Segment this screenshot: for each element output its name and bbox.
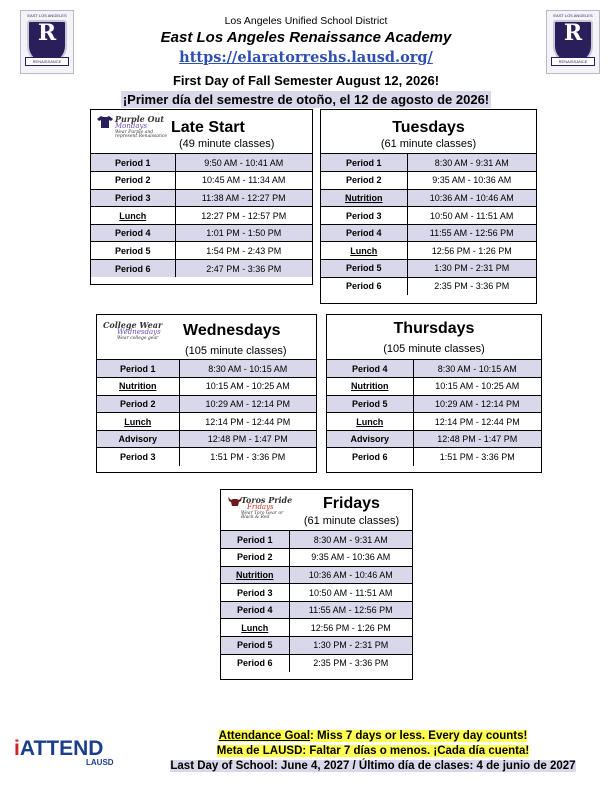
fridays-schedule — [220, 489, 413, 680]
logo-line2: Fridays — [247, 503, 274, 512]
table-row — [91, 224, 312, 242]
table-row — [97, 448, 316, 466]
period-label: Period 3 — [97, 448, 179, 466]
crest-letter: R — [37, 20, 57, 46]
period-label: Period 4 — [327, 360, 413, 378]
period-time: 12:14 PM - 12:44 PM — [179, 413, 316, 431]
logo-line3: Wear college gear — [117, 335, 159, 341]
goal-label: Attendance Goal — [218, 730, 311, 742]
period-label: Lunch — [221, 619, 289, 637]
period-label: Period 4 — [321, 224, 407, 242]
period-label: Period 2 — [97, 395, 179, 413]
period-time: 1:30 PM - 2:31 PM — [289, 637, 412, 655]
schedule-header — [91, 110, 312, 154]
toros-pride-fridays-logo — [241, 496, 292, 521]
schedule-title: Thursdays — [393, 320, 475, 337]
logo-line2: Wednesdays — [117, 328, 161, 337]
period-time: 10:45 AM - 11:34 AM — [175, 172, 312, 190]
period-label: Period 1 — [321, 154, 407, 172]
crest-top-text: EAST LOS ANGELES — [27, 13, 67, 18]
table-row — [221, 619, 412, 637]
schedule-title: Wednesdays — [183, 322, 281, 339]
purple-out-mondays-logo — [115, 115, 171, 140]
table-row — [97, 413, 316, 431]
period-time: 2:35 PM - 3:36 PM — [289, 654, 412, 672]
period-time: 1:51 PM - 3:36 PM — [413, 448, 541, 466]
table-row — [327, 395, 541, 413]
period-label: Period 4 — [221, 601, 289, 619]
schedule-title: Fridays — [323, 495, 380, 512]
period-time: 8:30 AM - 9:31 AM — [407, 154, 536, 172]
table-row — [327, 448, 541, 466]
period-time: 8:30 AM - 9:31 AM — [289, 531, 412, 549]
district-name: Los Angeles Unified School District — [224, 15, 388, 27]
schedule-subtitle: (61 minute classes) — [380, 138, 477, 150]
college-wear-wednesdays-logo — [103, 321, 162, 341]
period-label: Lunch — [327, 413, 413, 431]
period-time: 9:50 AM - 10:41 AM — [175, 154, 312, 172]
period-label: Period 5 — [91, 242, 175, 260]
goal-text: : Miss 7 days or less. Every day counts! — [310, 730, 528, 742]
table-row — [91, 242, 312, 260]
period-time: 10:50 AM - 11:51 AM — [289, 584, 412, 602]
period-time: 2:47 PM - 3:36 PM — [175, 260, 312, 278]
table-row — [321, 207, 536, 225]
period-label: Lunch — [91, 207, 175, 225]
period-label: Period 2 — [321, 172, 407, 190]
period-label: Nutrition — [327, 378, 413, 396]
schedule-header — [97, 315, 316, 360]
period-time: 10:50 AM - 11:51 AM — [407, 207, 536, 225]
iattend-lausd: LAUSD — [86, 758, 114, 767]
table-row — [221, 566, 412, 584]
period-time: 11:38 AM - 12:27 PM — [175, 189, 312, 207]
period-time: 1:01 PM - 1:50 PM — [175, 224, 312, 242]
schedule-header — [327, 315, 541, 360]
period-label: Period 5 — [327, 395, 413, 413]
logo-line1: Purple Out — [115, 114, 165, 124]
last-day — [150, 760, 596, 772]
table-row — [91, 154, 312, 172]
attendance-goal — [150, 730, 596, 742]
schedule-title: Tuesdays — [392, 119, 465, 136]
period-label: Advisory — [97, 430, 179, 448]
period-time: 11:55 AM - 12:56 PM — [289, 601, 412, 619]
period-time: 10:36 AM - 10:46 AM — [407, 189, 536, 207]
first-day-spanish-line — [0, 91, 612, 109]
period-time: 1:54 PM - 2:43 PM — [175, 242, 312, 260]
period-label: Advisory — [327, 430, 413, 448]
period-label: Period 6 — [327, 448, 413, 466]
period-time: 12:56 PM - 1:26 PM — [407, 242, 536, 260]
table-row — [321, 224, 536, 242]
period-label: Nutrition — [97, 378, 179, 396]
crest-top-text: EAST LOS ANGELES — [553, 13, 593, 18]
tuesdays-schedule — [320, 109, 537, 304]
table-row — [327, 378, 541, 396]
period-time: 12:48 PM - 1:47 PM — [413, 430, 541, 448]
school-website-link[interactable]: https://elaratorreshs.lausd.org/ — [179, 49, 433, 66]
period-time: 9:35 AM - 10:36 AM — [407, 172, 536, 190]
period-label: Period 4 — [91, 224, 175, 242]
table-row — [221, 637, 412, 655]
schedule-table — [221, 531, 412, 672]
schedule-table — [327, 360, 541, 466]
school-name: East Los Angeles Renaissance Academy — [160, 29, 452, 46]
schedule-subtitle: (105 minute classes) — [185, 345, 287, 357]
table-row — [321, 189, 536, 207]
period-label: Period 1 — [221, 531, 289, 549]
period-label: Nutrition — [321, 189, 407, 207]
period-time: 12:48 PM - 1:47 PM — [179, 430, 316, 448]
period-label: Lunch — [321, 242, 407, 260]
crest-band: RENAISSANCE — [551, 57, 595, 66]
table-row — [221, 584, 412, 602]
period-time: 1:30 PM - 2:31 PM — [407, 260, 536, 278]
period-time: 8:30 AM - 10:15 AM — [413, 360, 541, 378]
table-row — [91, 260, 312, 278]
period-time: 10:36 AM - 10:46 AM — [289, 566, 412, 584]
first-day-english: First Day of Fall Semester August 12, 2026! — [172, 73, 440, 88]
period-label: Nutrition — [221, 566, 289, 584]
period-label: Period 5 — [321, 260, 407, 278]
tshirt-icon — [97, 116, 113, 128]
period-time: 10:15 AM - 10:25 AM — [413, 378, 541, 396]
table-row — [91, 207, 312, 225]
period-time: 1:51 PM - 3:36 PM — [179, 448, 316, 466]
schedule-header — [221, 490, 412, 531]
schedule-subtitle: (61 minute classes) — [303, 515, 400, 527]
schedule-table — [91, 154, 312, 277]
period-label: Period 2 — [91, 172, 175, 190]
period-time: 10:29 AM - 12:14 PM — [413, 395, 541, 413]
table-row — [327, 360, 541, 378]
meta-text: Meta de LAUSD: Faltar 7 días o menos. ¡Cada día cuenta! — [216, 745, 530, 757]
thursdays-schedule — [326, 314, 542, 473]
schedule-title: Late Start — [171, 119, 245, 136]
period-label: Period 3 — [221, 584, 289, 602]
period-time: 11:55 AM - 12:56 PM — [407, 224, 536, 242]
period-label: Period 5 — [221, 637, 289, 655]
period-label: Period 6 — [91, 260, 175, 278]
table-row — [97, 360, 316, 378]
attendance-goal-spanish — [150, 745, 596, 757]
logo-line3: Wear Purple and represent Renaissance — [115, 129, 168, 140]
period-time: 8:30 AM - 10:15 AM — [179, 360, 316, 378]
schedule-table — [321, 154, 536, 295]
schedule-subtitle: (49 minute classes) — [179, 138, 275, 150]
schedule-header — [321, 110, 536, 154]
period-time: 9:35 AM - 10:36 AM — [289, 549, 412, 567]
iattend-i: i — [14, 737, 20, 760]
period-label: Period 1 — [97, 360, 179, 378]
period-label: Period 3 — [91, 189, 175, 207]
last-day-text: Last Day of School: June 4, 2027 / Último día de clases: 4 de junio de 2027 — [170, 760, 576, 772]
logo-line1: Toros Pride — [241, 495, 293, 505]
period-time: 12:27 PM - 12:57 PM — [175, 207, 312, 225]
period-label: Period 6 — [221, 654, 289, 672]
table-row — [321, 242, 536, 260]
period-time: 10:15 AM - 10:25 AM — [179, 378, 316, 396]
table-row — [97, 378, 316, 396]
table-row — [91, 189, 312, 207]
iattend-word: ATTEND — [19, 737, 104, 760]
logo-line1: College Wear — [103, 320, 163, 330]
period-label: Period 2 — [221, 549, 289, 567]
table-row — [321, 154, 536, 172]
crest-band: RENAISSANCE — [25, 57, 69, 66]
period-time: 12:14 PM - 12:44 PM — [413, 413, 541, 431]
logo-line3: Wear Toro Gear or Black & Red — [241, 510, 284, 521]
schedule-subtitle: (105 minute classes) — [383, 343, 485, 355]
table-row — [97, 395, 316, 413]
logo-line2: Mondays — [115, 122, 148, 131]
table-row — [327, 413, 541, 431]
table-row — [91, 172, 312, 190]
table-row — [221, 549, 412, 567]
period-label: Period 6 — [321, 277, 407, 295]
first-day-spanish: ¡Primer día del semestre de otoño, el 12 de agosto de 2026! — [122, 92, 490, 107]
period-label: Period 3 — [321, 207, 407, 225]
period-time: 12:56 PM - 1:26 PM — [289, 619, 412, 637]
table-row — [221, 654, 412, 672]
crest-letter: R — [563, 20, 583, 46]
table-row — [321, 260, 536, 278]
period-time: 10:29 AM - 12:14 PM — [179, 395, 316, 413]
table-row — [321, 277, 536, 295]
late-start-schedule — [90, 109, 313, 285]
table-row — [97, 430, 316, 448]
table-row — [221, 601, 412, 619]
period-label: Period 1 — [91, 154, 175, 172]
period-time: 2:35 PM - 3:36 PM — [407, 277, 536, 295]
table-row — [327, 430, 541, 448]
table-row — [321, 172, 536, 190]
table-row — [221, 531, 412, 549]
schedule-table — [97, 360, 316, 466]
wednesdays-schedule — [96, 314, 317, 473]
period-label: Lunch — [97, 413, 179, 431]
